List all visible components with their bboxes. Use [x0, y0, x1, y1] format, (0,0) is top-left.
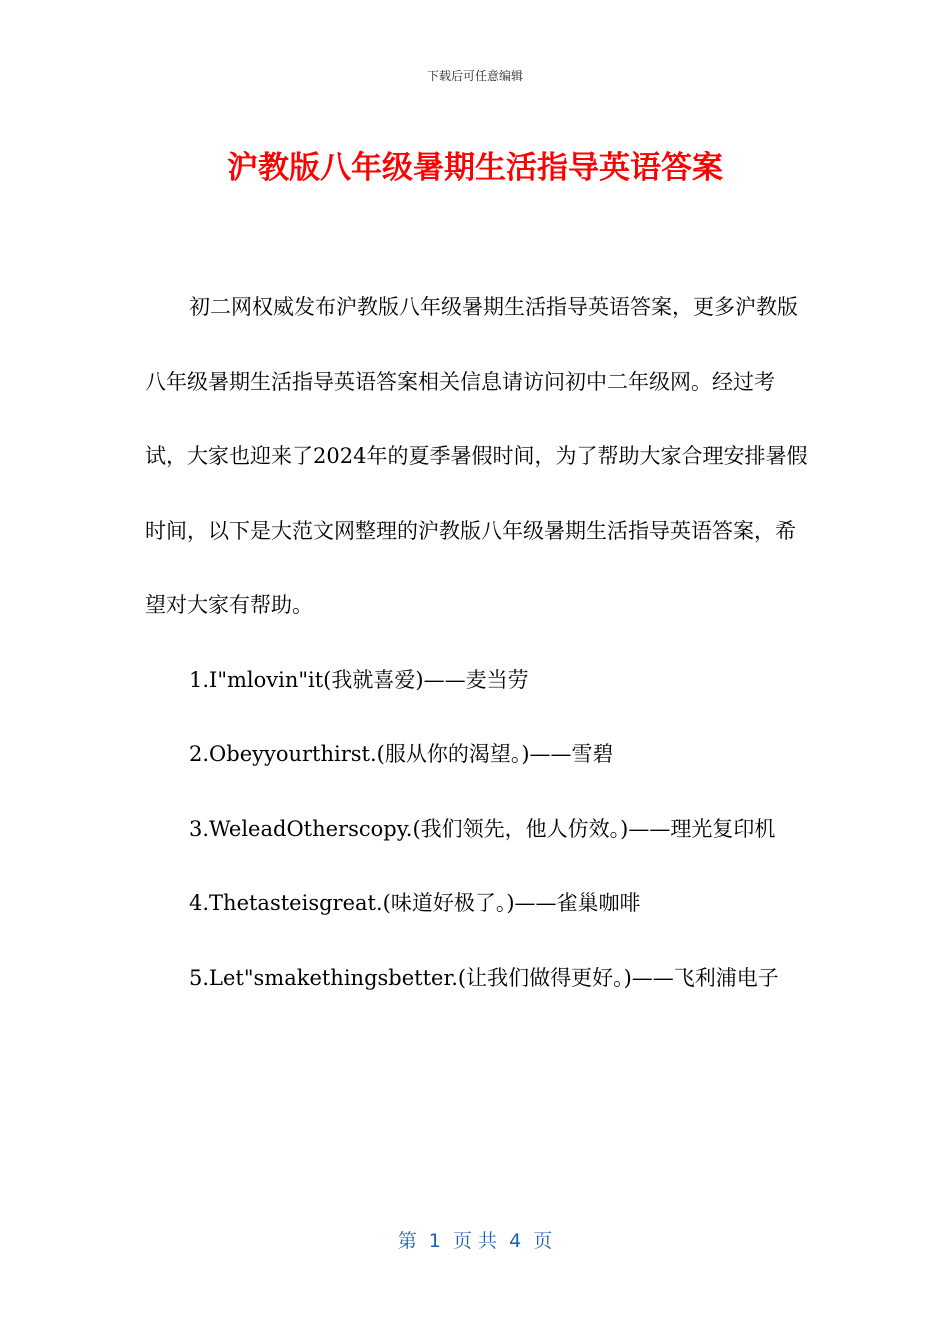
- list-item: 1.I"mlovin"it(我就喜爱)——麦当劳: [189, 667, 529, 692]
- list-item: 5.Let"smakethingsbetter.(让我们做得更好。)——飞利浦电子: [189, 965, 779, 990]
- list-item: 4.Thetasteisgreat.(味道好极了。)——雀巢咖啡: [189, 891, 641, 915]
- document-body: [145, 270, 810, 1015]
- header-note: 下载后可任意编辑: [426, 69, 523, 83]
- page-number-footer: 第 1 页 共 4 页: [397, 1230, 553, 1252]
- document-title: 沪教版八年级暑期生活指导英语答案: [227, 150, 723, 186]
- list-item: 2.Obeyyourthirst.(服从你的渴望。)——雪碧: [189, 742, 614, 766]
- intro-paragraph: 初二网权威发布沪教版八年级暑期生活指导英语答案，更多沪教版八年级暑期生活指导英语答案相关信息请访问初中二年级网。经过考试，大家也迎来了2024年的夏季暑假时间，为了帮助大家合理安排暑假时间，以下是大范文网整理的沪教版八年级暑期生活指导英语答案，希望对大家有帮助。: [145, 295, 808, 617]
- list-item: 3.WeleadOtherscopy.(我们领先，他人仿效。)——理光复印机: [189, 816, 776, 841]
